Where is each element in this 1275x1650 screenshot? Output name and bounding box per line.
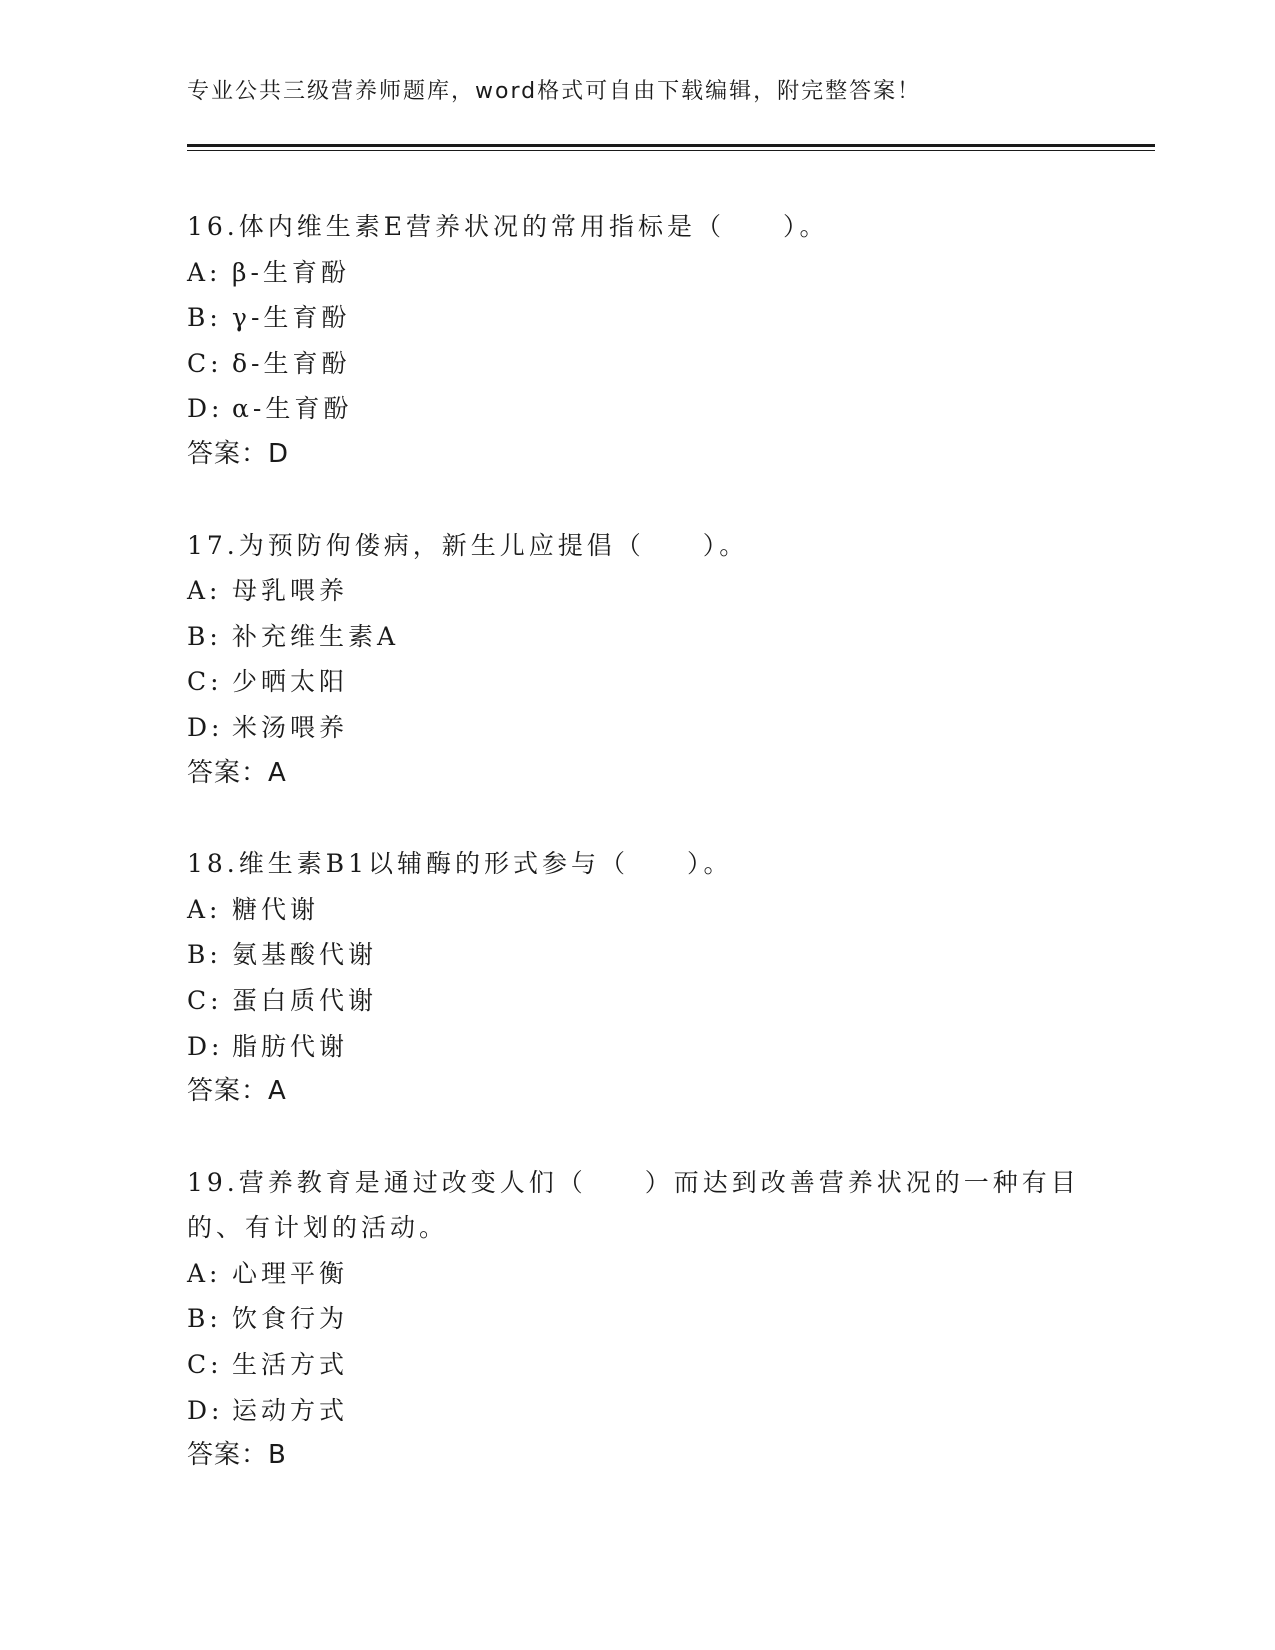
option-d [187, 705, 1087, 751]
option-label: C: [187, 348, 223, 378]
page-header: 专业公共三级营养师题库，word格式可自由下载编辑，附完整答案！ [187, 79, 922, 104]
option-label: D: [187, 1395, 224, 1425]
option-b [187, 1296, 1087, 1342]
option-text: 氨基酸代谢 [232, 940, 378, 970]
header-divider-thick [187, 144, 1155, 147]
option-label: B: [187, 940, 222, 970]
question-stem: 17.为预防佝偻病，新生儿应提倡（ ）。 [187, 530, 749, 560]
option-c [187, 1342, 1087, 1388]
answer [187, 751, 1087, 797]
option-c [187, 659, 1087, 705]
answer-value: A [268, 757, 287, 788]
option-text: γ-生育酚 [232, 303, 351, 333]
question-stem: 18.维生素B1以辅酶的形式参与（ ）。 [187, 849, 733, 879]
option-text: 生活方式 [232, 1350, 349, 1380]
option-text: 饮食行为 [232, 1304, 349, 1334]
option-c [187, 978, 1087, 1024]
option-d [187, 386, 1087, 432]
option-text: 母乳喂养 [232, 576, 349, 606]
question-stem: 16.体内维生素E营养状况的常用指标是（ ）。 [187, 212, 829, 241]
option-label: C: [187, 985, 223, 1015]
option-text: 米汤喂养 [232, 712, 349, 742]
question-stem-continued: 的、有计划的活动。 [187, 1213, 449, 1243]
option-label: A: [187, 1258, 222, 1288]
option-label: B: [187, 303, 222, 333]
question-18 [187, 841, 1087, 1115]
option-c [187, 341, 1087, 387]
option-b [187, 932, 1087, 978]
option-label: A: [187, 894, 222, 924]
question-16 [187, 204, 1087, 478]
question-list [187, 204, 1087, 1524]
answer-value: D [268, 438, 290, 469]
option-a [187, 1251, 1087, 1297]
answer-label: 答案： [187, 757, 269, 788]
option-a [187, 887, 1087, 933]
answer-value: A [268, 1076, 287, 1107]
option-label: B: [187, 1304, 222, 1334]
answer-label: 答案： [187, 438, 269, 469]
option-text: 运动方式 [232, 1395, 349, 1425]
option-text: β-生育酚 [232, 257, 350, 287]
option-label: C: [187, 1350, 223, 1380]
header-divider-thin [187, 150, 1155, 151]
option-a [187, 250, 1087, 296]
option-b [187, 614, 1087, 660]
option-d [187, 1024, 1087, 1070]
answer-value: B [268, 1440, 287, 1471]
option-text: 少晒太阳 [232, 667, 349, 697]
option-text: 糖代谢 [232, 894, 320, 924]
question-stem: 19.营养教育是通过改变人们（ ）而达到改善营养状况的一种有目 [187, 1167, 1080, 1197]
answer [187, 432, 1087, 478]
option-label: C: [187, 667, 223, 697]
option-label: B: [187, 621, 222, 651]
option-label: A: [187, 576, 222, 606]
option-text: 心理平衡 [232, 1258, 349, 1288]
option-a [187, 568, 1087, 614]
option-label: A: [187, 257, 222, 287]
option-text: 蛋白质代谢 [232, 985, 378, 1015]
answer-label: 答案： [187, 1076, 269, 1107]
question-19 [187, 1160, 1087, 1479]
option-b [187, 295, 1087, 341]
answer-label: 答案： [187, 1440, 269, 1471]
option-label: D: [187, 394, 224, 424]
option-label: D: [187, 1031, 224, 1061]
answer [187, 1069, 1087, 1115]
option-text: 脂肪代谢 [232, 1031, 349, 1061]
option-text: δ-生育酚 [232, 348, 351, 378]
question-17 [187, 523, 1087, 797]
option-text: α-生育酚 [232, 394, 353, 424]
option-d [187, 1388, 1087, 1434]
answer [187, 1433, 1087, 1479]
option-label: D: [187, 712, 224, 742]
option-text: 补充维生素A [232, 621, 400, 651]
